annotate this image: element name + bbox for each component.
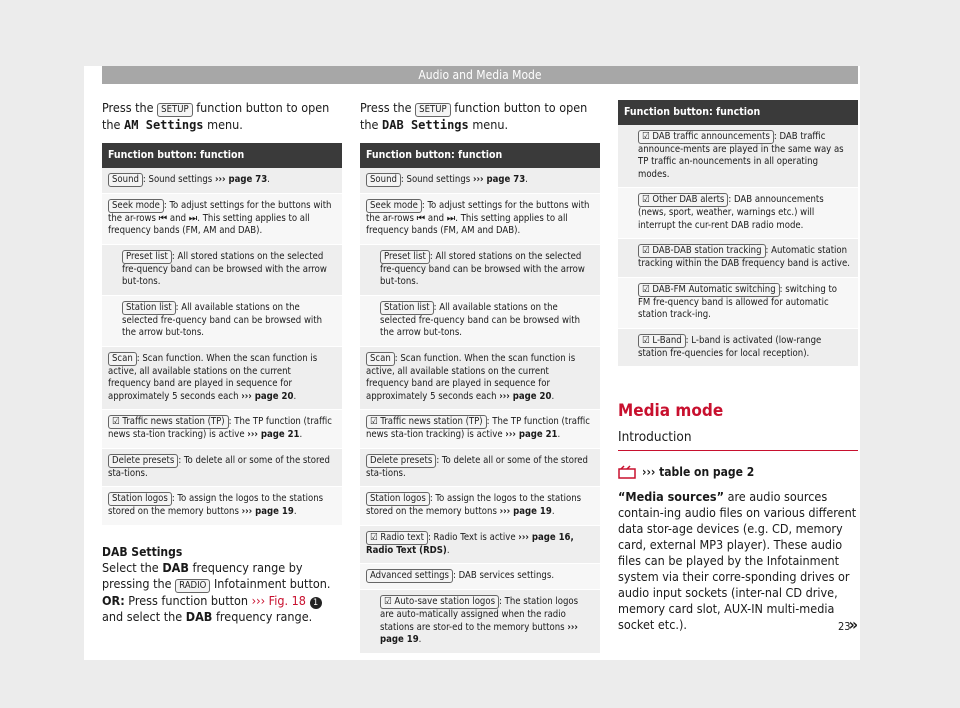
function-key: Seek mode	[108, 199, 164, 213]
function-key: ☑ Traffic news station (TP)	[366, 415, 487, 429]
function-key: ☑ DAB-DAB station tracking	[638, 244, 766, 258]
table-row	[102, 168, 342, 194]
row-text: : DAB services settings.	[453, 570, 555, 581]
table-row	[102, 194, 342, 245]
function-key: Scan	[108, 352, 137, 366]
row-text: : To assign the logos to the stations stored on the memory buttons	[108, 493, 324, 517]
function-key: Advanced settings	[366, 569, 453, 583]
table-row	[360, 410, 600, 449]
media-sources-text: “Media sources” are audio sources contain-ing audio files on various different data stor-age devices (e.g. CD, memory card, external MP3 player). These audio files can be played by the Infotainment system via their corre-sponding drives or audio input sockets (inter-nal CD drive, memory card slot, AUX-IN multi-media socket etc.). »	[618, 489, 858, 634]
radio-key: RADIO	[175, 579, 210, 593]
function-key: ☑ Auto-save station logos	[380, 595, 499, 609]
row-text: : All stored stations on the selected fre-quency band can be browsed with the arrow but-tons.	[122, 250, 327, 287]
table-header: Function button: function	[102, 143, 342, 168]
table-row	[102, 296, 342, 347]
table-row	[360, 296, 600, 347]
table-row	[618, 329, 858, 368]
page-reference-link[interactable]: ››› page 19	[241, 506, 294, 517]
function-key: Scan	[366, 352, 395, 366]
row-text: : L-band is activated (low-range station fre-quencies for local reception).	[638, 334, 822, 359]
function-key: Station list	[380, 301, 434, 315]
row-text: : All available stations on the selected fre-quency band can be browsed with the arrow but-tons.	[122, 301, 323, 338]
table-row	[360, 487, 600, 526]
function-key: Station logos	[108, 492, 172, 506]
function-key: Delete presets	[366, 454, 436, 468]
table-row	[618, 188, 858, 239]
table-row	[360, 347, 600, 411]
table-row	[360, 194, 600, 245]
dab-advanced-table	[618, 100, 858, 367]
row-tail: .	[525, 173, 528, 185]
table-row	[102, 487, 342, 526]
row-text: : The TP function (traffic news sta-tion tracking) is active	[366, 416, 590, 440]
page-reference-link[interactable]: ››› page 73	[472, 173, 526, 185]
continue-icon: »	[848, 615, 858, 634]
function-key: ☑ DAB traffic announcements	[638, 130, 774, 144]
table-header: Function button: function	[618, 100, 858, 125]
page-reference-link[interactable]: ››› page 73	[214, 173, 268, 185]
row-text: : To adjust settings for the buttons with the ar-rows ⏮ and ⏭. This setting applies to all frequency bands (FM, AM and DAB).	[108, 199, 332, 236]
row-text: : Sound settings	[400, 173, 473, 185]
table-row	[360, 245, 600, 296]
function-key: ☑ L-Band	[638, 334, 686, 348]
function-key: Station logos	[366, 492, 430, 506]
table-row	[102, 449, 342, 488]
page-reference-link[interactable]: ››› page 20	[499, 390, 552, 402]
row-text: : To delete all or some of the stored sta-tions.	[108, 454, 330, 479]
column-dab-settings	[360, 100, 600, 654]
dab-function-table	[360, 143, 600, 654]
table-row	[360, 590, 600, 654]
column-am-settings	[102, 100, 342, 625]
table-row	[360, 168, 600, 194]
function-key: Station list	[122, 301, 176, 315]
row-tail: .	[293, 390, 297, 402]
dab-intro: Press the SETUP function button to open the DAB Settings menu.	[360, 100, 588, 132]
function-key: ☑ Traffic news station (TP)	[108, 415, 229, 429]
function-key: ☑ Other DAB alerts	[638, 193, 728, 207]
setup-key: SETUP	[157, 103, 192, 117]
or-instructions: OR: Press function button ››› Fig. 18 1 and select the DAB frequency range.	[102, 593, 342, 625]
am-function-table	[102, 143, 342, 526]
table-row	[618, 278, 858, 329]
introduction-title: Introduction	[618, 429, 858, 451]
row-text: : Scan function. When the scan function is active, all available stations on the current frequency band are played in sequence for approximately 5 seconds each	[108, 352, 318, 402]
table-row	[102, 347, 342, 411]
dab-settings-title: DAB Settings	[102, 544, 183, 559]
row-tail: .	[299, 429, 303, 440]
page-reference-link[interactable]: ››› page 20	[241, 390, 294, 402]
row-text: : To delete all or some of the stored sta-tions.	[366, 454, 588, 479]
function-key: Seek mode	[366, 199, 422, 213]
table-reference[interactable]: ››› table on page 2	[618, 465, 858, 479]
row-text: : Radio Text is active	[427, 531, 519, 543]
row-tail: .	[267, 173, 270, 185]
row-text: : Automatic station tracking within the DAB frequency band is active.	[638, 245, 850, 269]
page-reference-link[interactable]: ››› page 21	[505, 429, 558, 440]
function-key: Sound	[366, 173, 401, 187]
media-mode-title: Media mode	[618, 401, 724, 421]
media-icon	[618, 465, 636, 479]
row-tail: .	[446, 544, 450, 556]
function-key: Delete presets	[108, 454, 178, 468]
row-text: : All stored stations on the selected fre-quency band can be browsed with the arrow but-tons.	[380, 250, 585, 287]
row-text: : To adjust settings for the buttons with the ar-rows ⏮ and ⏭. This setting applies to all frequency bands (FM, AM and DAB).	[366, 199, 590, 236]
row-tail: .	[551, 506, 555, 517]
table-row	[360, 526, 600, 565]
dab-instructions: Select the DAB frequency range by pressing the RADIO Infotainment button.	[102, 559, 331, 591]
page-header: Audio and Media Mode	[102, 66, 858, 84]
row-text: : To assign the logos to the stations stored on the memory buttons	[366, 493, 582, 517]
callout-circle: 1	[310, 597, 322, 609]
row-tail: .	[418, 634, 422, 645]
row-tail: .	[557, 429, 561, 440]
row-text: : All available stations on the selected fre-quency band can be browsed with the arrow but-tons.	[380, 301, 581, 338]
table-row	[102, 245, 342, 296]
function-key: Preset list	[380, 250, 430, 264]
page-reference-link[interactable]: ››› page 16, Radio Text (RDS)	[366, 531, 574, 556]
row-text: : Scan function. When the scan function is active, all available stations on the current frequency band are played in sequence for approximately 5 seconds each	[366, 352, 576, 402]
page-reference-link[interactable]: ››› page 21	[247, 429, 300, 440]
row-text: : switching to FM fre-quency band is allowed for automatic station track-ing.	[638, 283, 838, 320]
row-text: : DAB traffic announce-ments are played in the same way as TP traffic an-nouncements in all operating modes.	[638, 130, 844, 180]
table-row	[102, 410, 342, 449]
function-key: ☑ Radio text	[366, 531, 428, 545]
row-text: : The station logos are auto-matically assigned when the radio stations are stor-ed to the memory buttons	[380, 596, 579, 633]
row-text: : The TP function (traffic news sta-tion tracking) is active	[108, 416, 332, 440]
function-key: Preset list	[122, 250, 172, 264]
table-row	[618, 125, 858, 189]
row-text: : DAB announcements (news, sport, weather, warnings etc.) will interrupt the cur-rent DAB radio mode.	[638, 194, 824, 231]
row-tail: .	[551, 390, 555, 402]
figure-link[interactable]: ››› Fig. 18	[251, 592, 306, 608]
table-row	[618, 239, 858, 278]
row-text: : Sound settings	[142, 173, 215, 185]
function-key: ☑ DAB-FM Automatic switching	[638, 283, 780, 297]
page-reference-link[interactable]: ››› page 19	[380, 621, 578, 645]
page-reference-link[interactable]: ››› page 19	[499, 506, 552, 517]
column-media	[618, 100, 858, 633]
setup-key: SETUP	[415, 103, 450, 117]
page-number: 23	[838, 620, 851, 633]
am-intro: Press the SETUP function button to open the AM Settings menu.	[102, 100, 330, 132]
function-key: Sound	[108, 173, 143, 187]
row-tail: .	[293, 506, 297, 517]
table-row	[360, 564, 600, 590]
table-header: Function button: function	[360, 143, 600, 168]
table-row	[360, 449, 600, 488]
